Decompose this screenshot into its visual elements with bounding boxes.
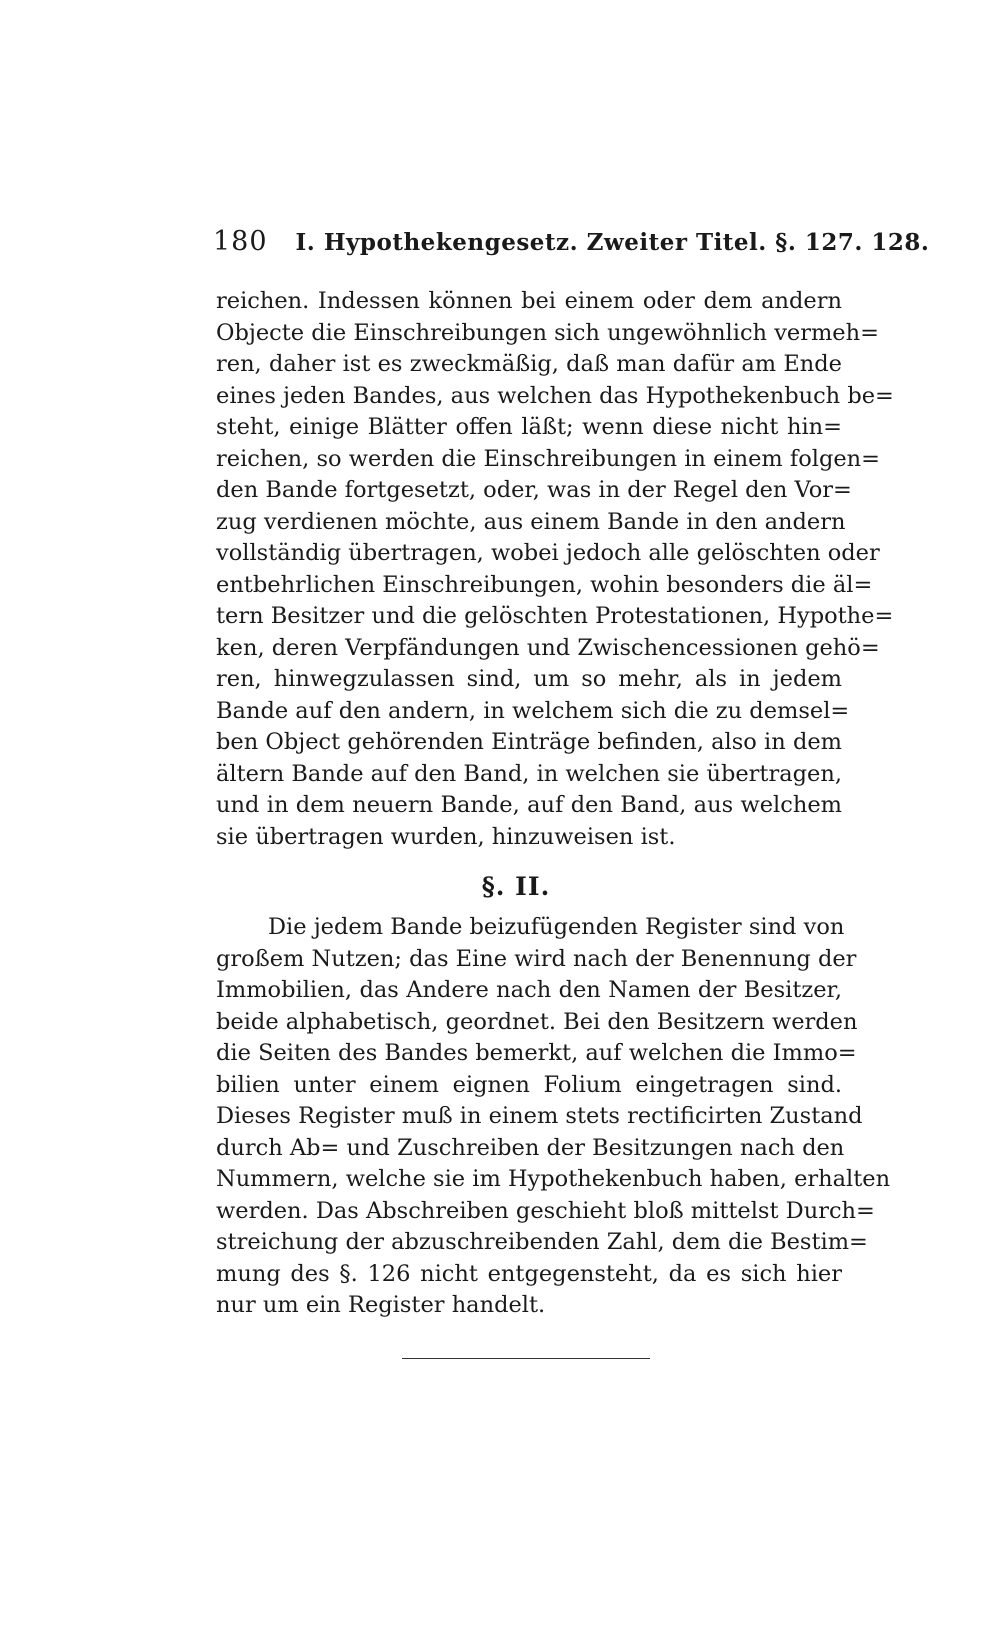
text-line: vollständig übertragen, wobei jedoch alle gelöschten oder bbox=[216, 540, 880, 566]
text-line: nur um ein Register handelt. bbox=[216, 1292, 546, 1318]
text-line: sie übertragen wurden, hinzuweisen ist. bbox=[216, 823, 676, 850]
text-line: Immobilien, das Andere nach den Namen der Besitzer, bbox=[216, 977, 842, 1003]
text-line: eines jeden Bandes, aus welchen das Hypothekenbuch be= bbox=[216, 382, 894, 409]
section-heading: §. II. bbox=[481, 872, 551, 901]
text-line: reichen, so werden die Einschreibungen in einem folgen= bbox=[216, 445, 881, 472]
text-line: streichung der abzuschreibenden Zahl, dem die Bestim= bbox=[216, 1229, 868, 1255]
paragraph-1 bbox=[216, 286, 894, 853]
text-line: Bande auf den andern, in welchem sich die zu demsel= bbox=[216, 697, 850, 724]
text-line: Die jedem Bande beizufügenden Register sind von bbox=[268, 914, 845, 940]
text-line: ken, deren Verpfändungen und Zwischencessionen gehö= bbox=[216, 634, 880, 661]
text-line: werden. Das Abschreiben geschieht bloß mittelst Durch= bbox=[216, 1197, 875, 1224]
text-line: ren, daher ist es zweckmäßig, daß man dafür am Ende bbox=[216, 351, 842, 377]
page-number: 180 bbox=[213, 226, 268, 257]
text-line: die Seiten des Bandes bemerkt, auf welchen die Immo= bbox=[216, 1040, 857, 1066]
text-line: bilien unter einem eignen Folium eingetragen sind. bbox=[216, 1071, 842, 1098]
page-header bbox=[213, 226, 930, 266]
text-line: beide alphabetisch, geordnet. Bei den Besitzern werden bbox=[216, 1008, 858, 1035]
text-line: den Bande fortgesetzt, oder, was in der Regel den Vor= bbox=[216, 477, 852, 503]
text-line: tern Besitzer und die gelöschten Protestationen, Hypothe= bbox=[216, 603, 894, 629]
paragraph-2 bbox=[216, 912, 891, 1322]
running-head: I. Hypothekengesetz. Zweiter Titel. §. 127. 128. bbox=[295, 229, 930, 256]
text-line: ältern Bande auf den Band, in welchen sie übertragen, bbox=[216, 760, 842, 787]
closing-rule bbox=[402, 1358, 650, 1359]
text-line: mung des §. 126 nicht entgegensteht, da es sich hier bbox=[216, 1260, 842, 1287]
text-line: zug verdienen möchte, aus einem Bande in den andern bbox=[216, 508, 846, 535]
text-line: entbehrlichen Einschreibungen, wohin besonders die äl= bbox=[216, 571, 873, 598]
text-line: steht, einige Blätter offen läßt; wenn diese nicht hin= bbox=[216, 414, 842, 440]
text-line: reichen. Indessen können bei einem oder dem andern bbox=[216, 288, 842, 314]
text-line: ben Object gehörenden Einträge befinden, also in dem bbox=[216, 729, 842, 755]
text-line: großem Nutzen; das Eine wird nach der Benennung der bbox=[216, 945, 857, 972]
text-line: Dieses Register muß in einem stets rectificirten Zustand bbox=[216, 1103, 863, 1129]
text-line: und in dem neuern Bande, auf den Band, aus welchem bbox=[216, 792, 842, 818]
text-line: durch Ab= und Zuschreiben der Besitzungen nach den bbox=[216, 1134, 845, 1161]
text-line: Nummern, welche sie im Hypothekenbuch haben, erhalten bbox=[216, 1166, 891, 1192]
text-line: Objecte die Einschreibungen sich ungewöhnlich vermeh= bbox=[216, 319, 879, 346]
text-line: ren, hinwegzulassen sind, um so mehr, als in jedem bbox=[216, 666, 842, 692]
